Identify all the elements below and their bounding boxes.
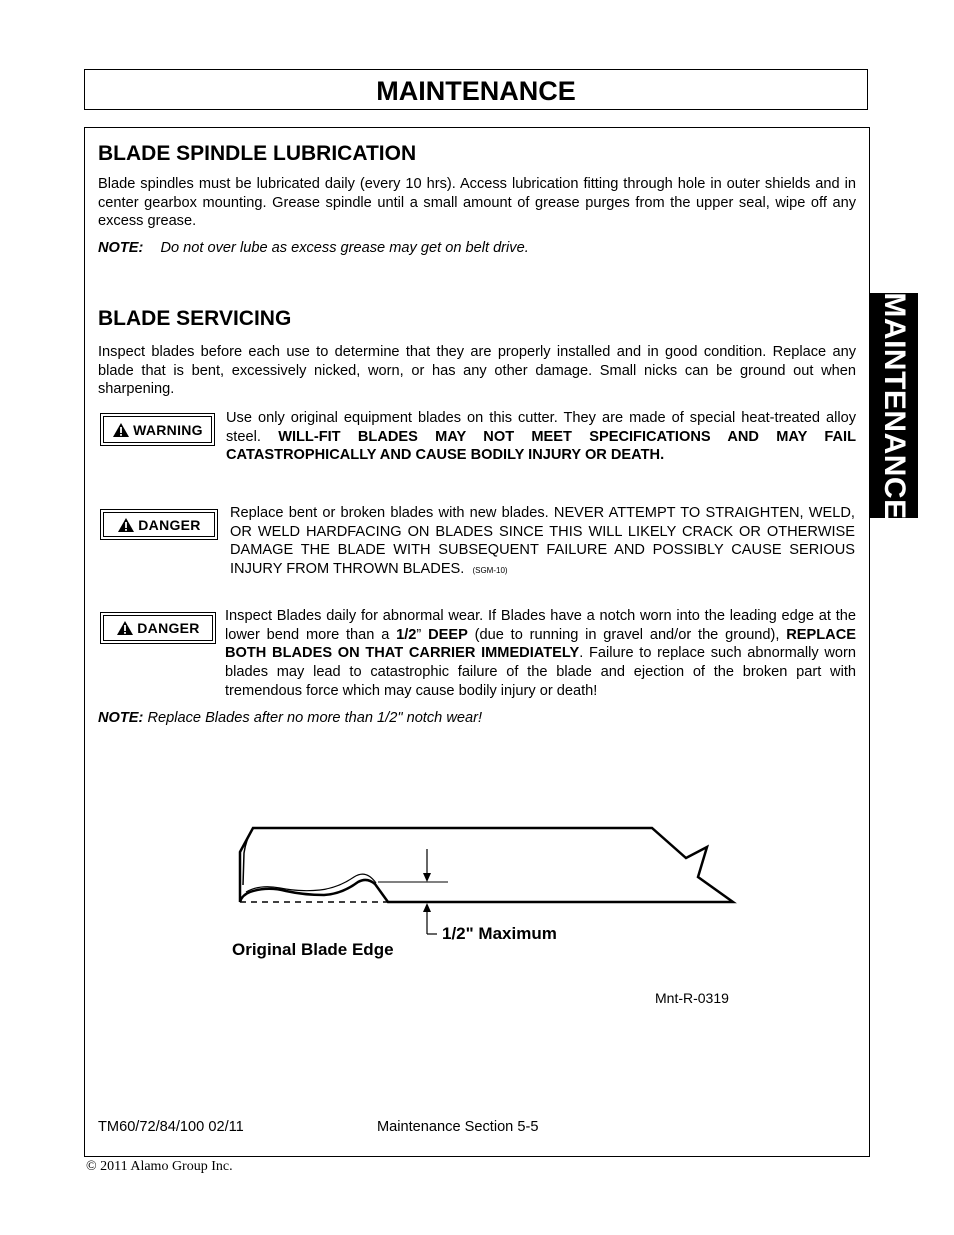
note-text: Replace Blades after no more than 1/2" notch wear! (147, 710, 483, 726)
footer-model: TM60/72/84/100 02/11 (98, 1119, 244, 1135)
danger-text-2 (225, 607, 856, 701)
note-text: Do not over lube as excess grease may get on belt drive. (160, 240, 529, 256)
alert-triangle-icon (112, 422, 130, 438)
side-tab-label: MAINTENANCE (877, 291, 911, 520)
arrow-up-icon (423, 903, 431, 912)
danger-text-1-body: Replace bent or broken blades with new blades. NEVER ATTEMPT TO STRAIGHTEN, WELD, OR WELD HARDFACING ON BLADES SINCE THIS WILL LIKELY CRACK OR OTHERWISE DAMAGE THE BLADE WITH SUBSEQUENT FAILURE AND POSSIBLY CAUSE SERIOUS INJURY FROM THROWN BLADES. (230, 505, 855, 578)
danger-sign-1 (100, 509, 218, 540)
blade-wear-diagram (220, 815, 760, 1015)
warning-text-plain: Use only original equipment blades on this cutter. They are made of special heat-treated alloy steel. (226, 410, 856, 445)
danger-sign-label: DANGER (138, 516, 201, 533)
note-label: NOTE: (98, 710, 144, 726)
page-title: MAINTENANCE (376, 76, 576, 106)
danger-text-2-bold: REPLACE BOTH BLADES ON THAT CARRIER IMMEDIATELY (225, 626, 856, 662)
danger-text-2-part: Inspect Blades daily for abnormal wear. If Blades have a notch worn into the leading edge at the lower bend more than a (225, 608, 856, 643)
arrow-down-icon (423, 873, 431, 882)
danger-sign-2 (100, 612, 216, 644)
danger-text-2-part: ” (416, 626, 429, 643)
footer-section: Maintenance Section 5-5 (377, 1119, 539, 1135)
original-edge-label: Original Blade Edge (232, 940, 394, 959)
blade-inner-edge (243, 828, 253, 885)
alert-triangle-icon (116, 620, 134, 636)
danger-text-2-part: (due to running in gravel and/or the ground), (467, 626, 787, 643)
alert-triangle-icon (117, 517, 135, 533)
danger-sign-label: DANGER (137, 620, 200, 636)
warning-sign (100, 413, 215, 446)
warning-sign-label: WARNING (133, 421, 203, 438)
lubrication-body: Blade spindles must be lubricated daily (every 10 hrs). Access lubrication fitting through hole in outer shields and in center gearbox mounting. Grease spindle until a small amount of grease purges from the upper seal, wipe off any excess grease. (98, 176, 856, 230)
danger-text-2-part: . Failure to replace such abnormally worn blades may lead to catastrophic failure of the blade and ejection of the broken part with tremendous force which may cause bodily injury or death! (225, 645, 856, 699)
warning-text-bold: WILL-FIT BLADES MAY NOT MEET SPECIFICATIONS AND MAY FAIL CATASTROPHICALLY AND CAUSE BODILY INJURY OR DEATH. (226, 428, 856, 464)
servicing-body: Inspect blades before each use to determine that they are properly installed and in good condition. Replace any blade that is bent, excessively nicked, worn, or has any other damage. Small nicks can be ground out when sharpening. (98, 344, 856, 398)
danger-code: (SGM-10) (472, 566, 508, 576)
section-title-servicing: BLADE SERVICING (98, 307, 292, 330)
section-title-lubrication: BLADE SPINDLE LUBRICATION (98, 142, 417, 165)
header-box (84, 69, 868, 110)
copyright: © 2011 Alamo Group Inc. (86, 1159, 233, 1174)
warning-text (226, 409, 856, 465)
figure-code: Mnt-R-0319 (655, 990, 729, 1006)
danger-text-2-bold: 1/2 (396, 626, 417, 643)
notch-note (98, 710, 482, 726)
lubrication-note (98, 240, 529, 256)
max-label: 1/2" Maximum (442, 924, 557, 943)
side-tab (869, 293, 918, 518)
danger-text-2-bold: DEEP (428, 626, 468, 643)
note-label: NOTE: (98, 240, 144, 256)
danger-text-1 (230, 504, 855, 581)
